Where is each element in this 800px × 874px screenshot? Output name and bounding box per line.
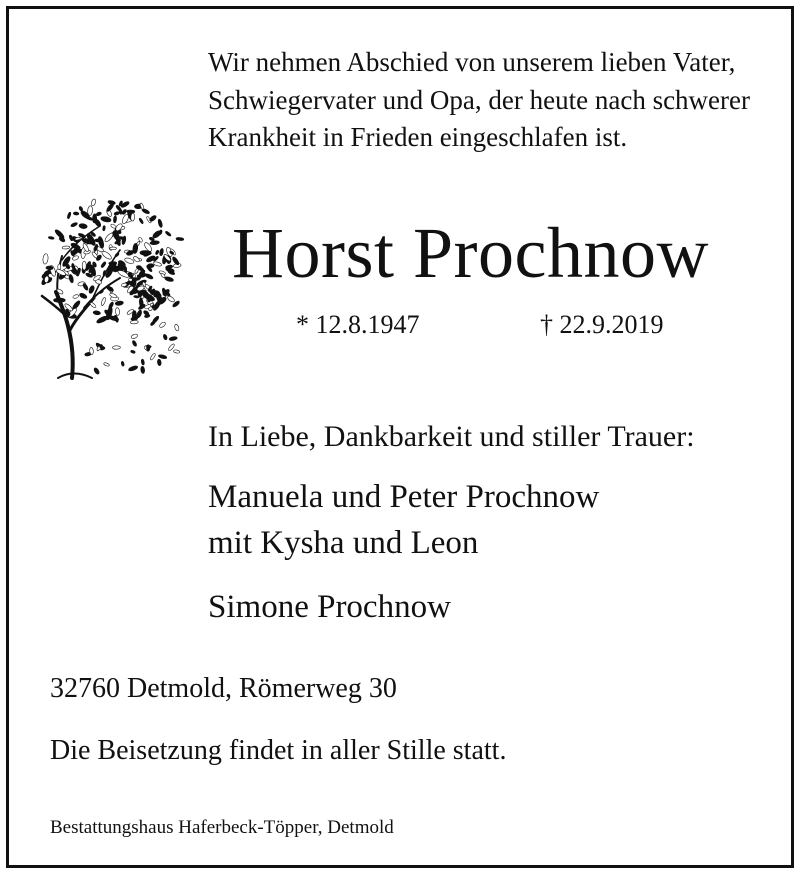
tree-leaf xyxy=(42,253,48,264)
tree-leaf xyxy=(130,350,135,354)
tree-leaf xyxy=(163,334,168,340)
tree-leaf xyxy=(70,222,78,228)
tree-leaf xyxy=(134,268,139,274)
tree-leaf xyxy=(149,214,157,222)
tree-leaf xyxy=(112,346,120,350)
tree-leaf xyxy=(93,310,101,315)
tree-leaf xyxy=(100,297,106,306)
tree-leaf xyxy=(108,301,114,309)
tree-leaf xyxy=(79,292,88,299)
tree-leaf xyxy=(107,200,115,205)
tree-leaf xyxy=(115,301,124,306)
tree-leaf xyxy=(167,295,176,303)
tree-leaf xyxy=(88,285,95,294)
tree-leaf xyxy=(54,298,66,302)
tree-leaf xyxy=(68,274,74,283)
tree-leaf xyxy=(124,257,135,265)
tree-leaf xyxy=(155,250,159,255)
tree-leaf xyxy=(159,321,167,328)
tree-leaf xyxy=(164,276,174,282)
tree-leaf xyxy=(102,225,105,230)
tree-leaf xyxy=(69,235,74,242)
tree-leaf xyxy=(87,206,93,216)
tree-leaf xyxy=(130,320,138,324)
address: 32760 Detmold, Römerweg 30 xyxy=(50,673,397,704)
mourners-list xyxy=(208,474,599,630)
intro-text xyxy=(208,44,788,157)
tree-leaf xyxy=(113,216,117,224)
tree-leaf xyxy=(67,212,72,219)
tree-leaf xyxy=(100,216,111,223)
tree-leaf xyxy=(141,359,145,365)
tree-leaf xyxy=(100,261,106,268)
tree-leaf xyxy=(46,266,53,270)
tree-leaf xyxy=(72,294,79,299)
tree-leaf xyxy=(93,367,100,375)
tree-leaf xyxy=(159,248,164,256)
tree-leaf xyxy=(150,240,160,245)
tree-leaf xyxy=(161,288,167,297)
tree-leaf xyxy=(99,289,104,294)
tree-leaf xyxy=(79,223,88,229)
tree-leaf xyxy=(128,365,139,372)
tree-leaf xyxy=(132,340,138,347)
tree-leaf xyxy=(82,283,89,291)
tree-leaf xyxy=(150,353,157,361)
tree-leaf xyxy=(139,218,144,225)
tree-leaf xyxy=(169,336,178,341)
undertaker: Bestattungshaus Haferbeck-Töpper, Detmold xyxy=(50,817,394,838)
intro-line: Schwiegervater und Opa, der heute nach schwerer xyxy=(208,84,751,115)
tree-leaf xyxy=(110,247,117,250)
tree-leaf xyxy=(140,366,145,374)
tree-leaf xyxy=(109,261,117,265)
tree-leaf xyxy=(114,252,119,257)
mourner-name: mit Kysha und Leon xyxy=(208,525,479,561)
tree-leaf xyxy=(48,236,54,239)
death-date: † 22.9.2019 xyxy=(540,310,664,339)
tree-leaf xyxy=(62,246,70,250)
mourner-name: Manuela und Peter Prochnow xyxy=(208,479,600,515)
tree-leaf xyxy=(157,219,163,228)
tree-leaf xyxy=(131,333,139,339)
tree-leaf xyxy=(73,212,79,216)
tree-leaf xyxy=(131,213,135,221)
tree-leaf xyxy=(165,231,172,237)
tree-leaf xyxy=(91,198,97,206)
burial-note: Die Beisetzung findet in aller Stille statt. xyxy=(50,735,507,766)
mourner-name: Simone Prochnow xyxy=(208,589,451,625)
tree-leaf xyxy=(121,361,125,366)
birth-date: * 12.8.1947 xyxy=(296,310,420,339)
intro-line: Krankheit in Frieden eingeschlafen ist. xyxy=(208,122,628,152)
tree-leaf xyxy=(132,243,138,254)
tree-leaf xyxy=(114,211,120,216)
tree-leaf xyxy=(103,362,109,367)
tree-leaf xyxy=(150,320,156,326)
tree-leaf xyxy=(173,349,180,353)
intro-line: Wir nehmen Abschied von unserem lieben Vater, xyxy=(208,47,736,77)
mourning-heading: In Liebe, Dankbarkeit und stiller Trauer: xyxy=(208,420,695,453)
tree-icon xyxy=(28,186,186,382)
tree-leaf xyxy=(101,250,113,261)
tree-leaf xyxy=(174,324,180,331)
tree-leaf xyxy=(158,354,167,359)
tree-leaf xyxy=(176,237,184,241)
tree-leaf xyxy=(132,310,136,319)
tree-leaf xyxy=(82,261,86,270)
tree-leaf xyxy=(159,230,163,235)
tree-leaf xyxy=(146,345,150,352)
tree-leaf xyxy=(115,308,120,316)
deceased-name: Horst Prochnow xyxy=(232,213,709,293)
tree-leaf xyxy=(89,302,96,309)
tree-leaf xyxy=(157,359,161,366)
